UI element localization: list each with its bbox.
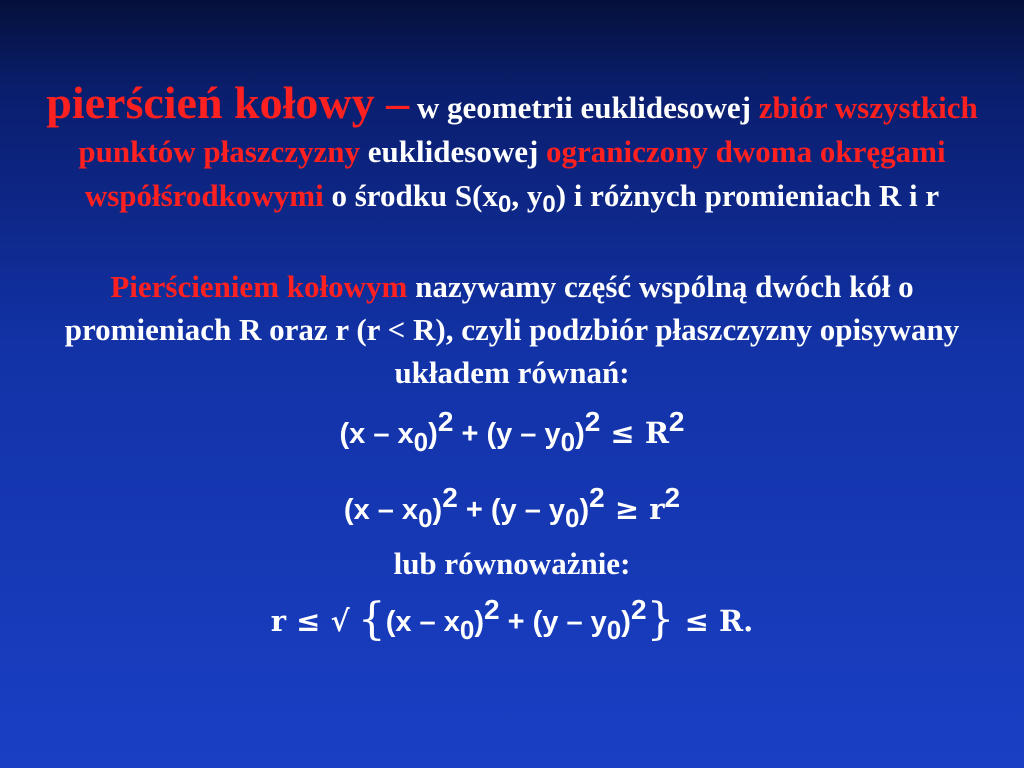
intro-text-3: o środku S(x xyxy=(323,178,498,213)
formula-part: + (y – y xyxy=(499,606,607,638)
formula-part: (x – x xyxy=(385,606,460,638)
formula-part: ) xyxy=(579,494,590,526)
superscript: 2 xyxy=(630,594,647,625)
definition-paragraph xyxy=(40,265,984,394)
formula-part: (x – x xyxy=(339,418,414,450)
intro-highlight-1: zbiór wszystkich punktów płaszczyzny xyxy=(78,90,978,169)
intro-text-5: ) i różnych promieniach R i r xyxy=(555,178,940,213)
superscript: 2 xyxy=(668,406,685,437)
formula-part: ≤ R xyxy=(600,416,669,450)
formula-part: ) xyxy=(428,418,438,450)
superscript: 2 xyxy=(664,482,681,513)
formula-part: r ≤ xyxy=(270,604,331,638)
square-root-symbol: √ xyxy=(330,604,350,638)
subscript: 0 xyxy=(459,615,475,645)
formula-part: ) xyxy=(432,494,443,526)
intro-text-4: , y xyxy=(511,178,543,213)
equivalently-label: lub równoważnie: xyxy=(393,546,631,581)
formula-part: + (y – y xyxy=(453,418,561,450)
intro-text-1: w geometrii euklidesowej xyxy=(409,90,759,125)
definition-text: nazywamy część wspólną dwóch kół o promieniach R oraz r (r < R), czyli podzbiór płaszczyzny opisywany układem równań: xyxy=(64,269,960,390)
formula-part: ) xyxy=(474,606,484,638)
formula-part: ≤ R. xyxy=(674,604,754,638)
superscript: 2 xyxy=(437,406,454,437)
subscript: 0 xyxy=(560,427,576,457)
subscript: 0 xyxy=(542,191,556,218)
formula-part: + (y – y xyxy=(457,494,566,526)
definition-term: Pierścieniem kołowym xyxy=(110,269,408,304)
intro-text-2: euklidesowej xyxy=(360,134,547,169)
subscript: 0 xyxy=(565,503,580,533)
subscript: 0 xyxy=(413,427,429,457)
inequality-outer xyxy=(40,394,984,470)
formula-part: ) xyxy=(621,606,631,638)
superscript: 2 xyxy=(589,482,605,513)
left-brace: { xyxy=(357,594,386,645)
superscript: 2 xyxy=(442,482,458,513)
right-brace: } xyxy=(646,594,675,645)
slide-title: pierścień kołowy – xyxy=(46,77,410,128)
formula-part: ) xyxy=(575,418,585,450)
inequality-inner xyxy=(40,470,984,546)
formula-part: (x – x xyxy=(343,494,419,526)
intro-highlight-2: ograniczony dwoma okręgami współśrodkowymi xyxy=(84,134,946,213)
inequality-combined xyxy=(40,582,984,658)
formula-part: ≥ r xyxy=(604,492,665,526)
superscript: 2 xyxy=(584,406,601,437)
intro-paragraph xyxy=(40,78,984,227)
subscript: 0 xyxy=(606,615,622,645)
subscript: 0 xyxy=(498,191,512,218)
superscript: 2 xyxy=(484,594,500,625)
subscript: 0 xyxy=(418,503,433,533)
slide-content xyxy=(40,78,984,658)
